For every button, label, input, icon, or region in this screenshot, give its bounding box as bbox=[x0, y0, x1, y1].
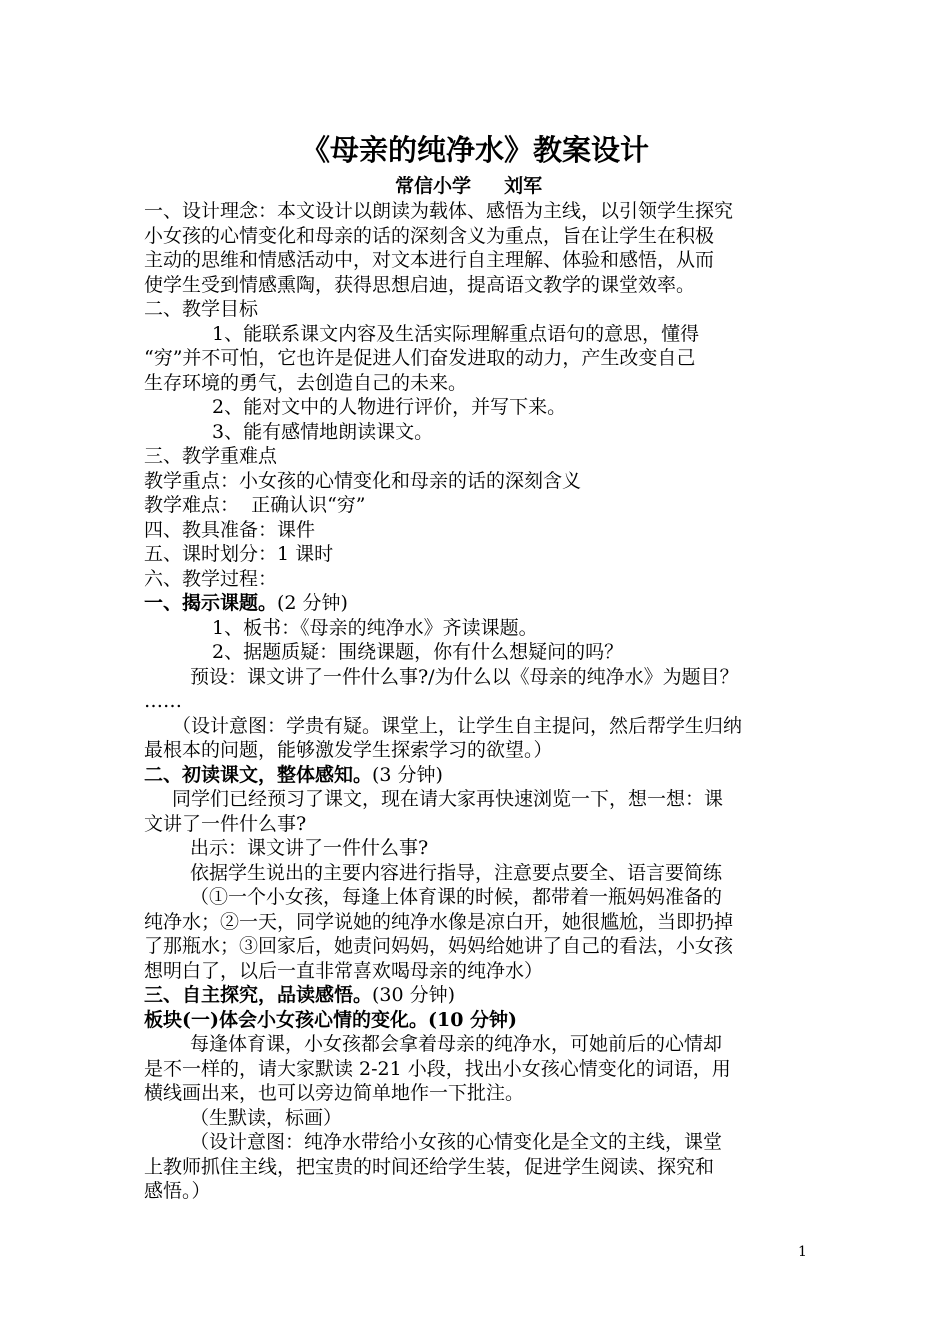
paragraph-line: （设计意图：纯净水带给小女孩的心情变化是全文的主线，课堂 bbox=[190, 1131, 723, 1153]
paragraph-line: 感悟。） bbox=[144, 1180, 211, 1202]
paragraph-line: 3、能有感情地朗读课文。 bbox=[212, 420, 434, 443]
paragraph-line: 教学难点： 正确认识“穷” bbox=[144, 494, 366, 516]
paragraph-line: …… bbox=[144, 690, 182, 712]
paragraph-line: 教学重点：小女孩的心情变化和母亲的话的深刻含义 bbox=[144, 469, 582, 492]
paragraph-line: 出示：课文讲了一件什么事? bbox=[190, 837, 429, 859]
paragraph-line: 同学们已经预习了课文，现在请大家再快速浏览一下，想一想：课 bbox=[172, 788, 724, 810]
paragraph-line: 1、板书：《母亲的纯净水》齐读课题。 bbox=[212, 616, 538, 639]
step-heading-text: 一、揭示课题。 bbox=[144, 592, 278, 614]
paragraph-line: 依据学生说出的主要内容进行指导，注意要点要全、语言要简练 bbox=[190, 861, 723, 884]
paragraph-line: 横线画出来，也可以旁边简单地作一下批注。 bbox=[144, 1082, 525, 1104]
section-heading: 四、教具准备：课件 bbox=[144, 518, 316, 541]
step-heading-text: 三、自主探究，品读感悟。 bbox=[144, 984, 373, 1006]
step-heading-text: 二、初读课文，整体感知。 bbox=[144, 763, 373, 786]
paragraph-line: 纯净水；②一天，同学说她的纯净水像是凉白开，她很尴尬，当即扔掉 bbox=[144, 910, 734, 933]
paragraph-line: 了那瓶水；③回家后，她责问妈妈，妈妈给她讲了自己的看法，小女孩 bbox=[144, 935, 734, 957]
paragraph-line: （①一个小女孩，每逢上体育课的时候，都带着一瓶妈妈准备的 bbox=[190, 886, 723, 908]
paragraph-line: （生默读，标画） bbox=[190, 1106, 343, 1129]
paragraph-line: 生存环境的勇气，去创造自己的未来。 bbox=[144, 371, 468, 394]
paragraph-line: 2、能对文中的人物进行评价，并写下来。 bbox=[212, 396, 567, 418]
paragraph-line: 主动的思维和情感活动中，对文本进行自主理解、体验和感悟，从而 bbox=[144, 249, 715, 271]
paragraph-line: 一、设计理念：本文设计以朗读为载体、感悟为主线，以引领学生探究 bbox=[144, 200, 734, 222]
document-body bbox=[144, 199, 810, 1204]
paragraph-line: 是不一样的，请大家默读 2-21 小段，找出小女孩心情变化的词语，用 bbox=[144, 1057, 731, 1080]
step-heading bbox=[144, 763, 810, 788]
paragraph-line: 使学生受到情感熏陶，获得思想启迪，提高语文教学的课堂效率。 bbox=[144, 273, 696, 296]
section-heading: 六、教学过程： bbox=[144, 567, 278, 590]
paragraph-line: 文讲了一件什么事? bbox=[144, 812, 307, 835]
document-title: 《母亲的纯净水》教案设计 bbox=[300, 133, 649, 167]
paragraph-line: （设计意图：学贵有疑。课堂上，让学生自主提问，然后帮学生归纳 bbox=[172, 714, 743, 737]
paragraph-line: 小女孩的心情变化和母亲的话的深刻含义为重点，旨在让学生在积极 bbox=[144, 224, 715, 247]
paragraph-line: 1、能联系课文内容及生活实际理解重点语句的意思，懂得 bbox=[212, 322, 700, 345]
page-number: 1 bbox=[798, 1244, 807, 1260]
section-heading: 三、教学重难点 bbox=[144, 445, 278, 467]
step-duration: (3 分钟) bbox=[372, 763, 443, 786]
paragraph-line: 每逢体育课，小女孩都会拿着母亲的纯净水，可她前后的心情却 bbox=[190, 1033, 723, 1055]
paragraph-line: 预设：课文讲了一件什么事?/为什么以《母亲的纯净水》为题目？ bbox=[190, 665, 739, 688]
paragraph-line: 想明白了，以后一直非常喜欢喝母亲的纯净水） bbox=[144, 959, 544, 982]
paragraph-line: 上教师抓住主线，把宝贵的时间还给学生装，促进学生阅读、探究和 bbox=[144, 1155, 715, 1178]
step-duration: (2 分钟) bbox=[277, 592, 348, 614]
step-heading bbox=[144, 591, 810, 616]
section-heading: 五、课时划分：1 课时 bbox=[144, 543, 334, 565]
paragraph-line: “穷”并不可怕，它也许是促进人们奋发进取的动力，产生改变自己 bbox=[144, 347, 696, 369]
section-heading: 二、教学目标 bbox=[144, 298, 259, 320]
paragraph-line: 2、据题质疑：围绕课题，你有什么想疑问的吗？ bbox=[212, 641, 624, 663]
step-duration: (30 分钟) bbox=[372, 984, 456, 1006]
step-heading bbox=[144, 983, 810, 1008]
author-byline: 常信小学 刘军 bbox=[395, 175, 543, 197]
paragraph-line: 最根本的问题，能够激发学生探索学习的欲望。） bbox=[144, 739, 553, 761]
block-heading: 板块(一)体会小女孩心情的变化。(10 分钟) bbox=[144, 1008, 518, 1031]
